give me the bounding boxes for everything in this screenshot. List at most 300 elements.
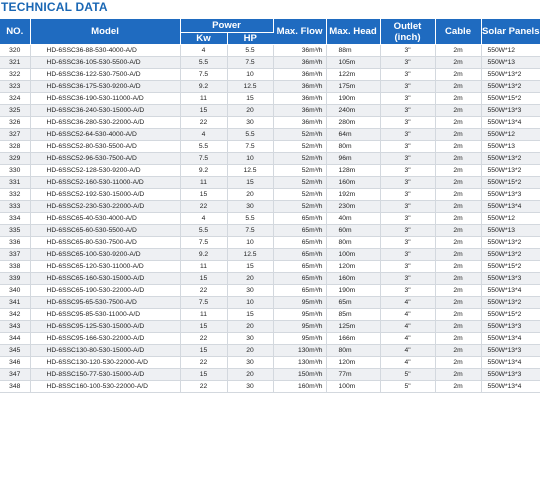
- cell-outlet: 4": [380, 345, 435, 357]
- cell-hp: 15: [227, 93, 273, 105]
- cell-solar-panels: 550W*13*2: [481, 297, 540, 309]
- cell-max-head: 175m: [326, 81, 380, 93]
- cell-no: 334: [0, 213, 30, 225]
- cell-no: 322: [0, 69, 30, 81]
- cell-no: 328: [0, 141, 30, 153]
- cell-solar-panels: 550W*12: [481, 213, 540, 225]
- cell-outlet: 4": [380, 357, 435, 369]
- cell-cable: 2m: [435, 93, 481, 105]
- cell-max-flow: 36m³/h: [273, 57, 326, 69]
- cell-hp: 10: [227, 297, 273, 309]
- cell-max-head: 230m: [326, 201, 380, 213]
- cell-kw: 11: [180, 261, 227, 273]
- cell-cable: 2m: [435, 273, 481, 285]
- cell-solar-panels: 550W*13*2: [481, 81, 540, 93]
- cell-solar-panels: 550W*15*2: [481, 309, 540, 321]
- cell-model: HD-6SSC65-190-530-22000-A/D: [30, 285, 180, 297]
- cell-cable: 2m: [435, 213, 481, 225]
- cell-max-flow: 36m³/h: [273, 81, 326, 93]
- cell-solar-panels: 550W*13*3: [481, 105, 540, 117]
- cell-no: 331: [0, 177, 30, 189]
- header-power: Power: [180, 19, 273, 33]
- cell-max-head: 160m: [326, 177, 380, 189]
- cell-hp: 30: [227, 285, 273, 297]
- cell-kw: 15: [180, 345, 227, 357]
- cell-cable: 2m: [435, 297, 481, 309]
- cell-no: 324: [0, 93, 30, 105]
- cell-hp: 12.5: [227, 249, 273, 261]
- cell-max-flow: 65m³/h: [273, 237, 326, 249]
- table-row: [0, 117, 540, 129]
- cell-solar-panels: 550W*13*2: [481, 69, 540, 81]
- cell-hp: 30: [227, 357, 273, 369]
- cell-hp: 30: [227, 201, 273, 213]
- cell-solar-panels: 550W*13*4: [481, 117, 540, 129]
- table-row: [0, 153, 540, 165]
- cell-outlet: 3": [380, 45, 435, 57]
- cell-cable: 2m: [435, 105, 481, 117]
- cell-hp: 30: [227, 381, 273, 393]
- cell-kw: 5.5: [180, 57, 227, 69]
- cell-max-head: 280m: [326, 117, 380, 129]
- cell-cable: 2m: [435, 81, 481, 93]
- cell-no: 330: [0, 165, 30, 177]
- cell-max-flow: 52m³/h: [273, 141, 326, 153]
- table-row: [0, 93, 540, 105]
- technical-data-table: [0, 19, 540, 393]
- cell-outlet: 3": [380, 189, 435, 201]
- cell-model: HD-6SSC36-190-530-11000-A/D: [30, 93, 180, 105]
- cell-model: HD-8SSC150-77-530-15000-A/D: [30, 369, 180, 381]
- cell-no: 346: [0, 357, 30, 369]
- cell-cable: 2m: [435, 237, 481, 249]
- cell-outlet: 3": [380, 165, 435, 177]
- cell-max-head: 192m: [326, 189, 380, 201]
- header-max-head: Max. Head: [326, 19, 380, 45]
- cell-max-flow: 65m³/h: [273, 261, 326, 273]
- header-no: NO.: [0, 19, 30, 45]
- cell-outlet: 3": [380, 201, 435, 213]
- cell-cable: 2m: [435, 345, 481, 357]
- cell-cable: 2m: [435, 201, 481, 213]
- cell-max-head: 240m: [326, 105, 380, 117]
- cell-solar-panels: 550W*13*2: [481, 249, 540, 261]
- cell-solar-panels: 550W*13*3: [481, 369, 540, 381]
- cell-no: 347: [0, 369, 30, 381]
- cell-max-head: 80m: [326, 345, 380, 357]
- cell-solar-panels: 550W*12: [481, 129, 540, 141]
- table-row: [0, 345, 540, 357]
- cell-model: HD-6SSC52-230-530-22000-A/D: [30, 201, 180, 213]
- cell-max-head: 100m: [326, 381, 380, 393]
- cell-max-flow: 36m³/h: [273, 93, 326, 105]
- table-row: [0, 309, 540, 321]
- cell-no: 326: [0, 117, 30, 129]
- cell-hp: 15: [227, 309, 273, 321]
- cell-no: 348: [0, 381, 30, 393]
- cell-kw: 22: [180, 285, 227, 297]
- cell-no: 320: [0, 45, 30, 57]
- cell-outlet: 3": [380, 69, 435, 81]
- cell-hp: 15: [227, 177, 273, 189]
- cell-max-head: 105m: [326, 57, 380, 69]
- cell-max-flow: 36m³/h: [273, 69, 326, 81]
- cell-kw: 15: [180, 105, 227, 117]
- table-row: [0, 165, 540, 177]
- table-row: [0, 285, 540, 297]
- cell-solar-panels: 550W*13: [481, 57, 540, 69]
- cell-solar-panels: 550W*13*2: [481, 237, 540, 249]
- cell-model: HD-6SSC65-40-530-4000-A/D: [30, 213, 180, 225]
- cell-no: 340: [0, 285, 30, 297]
- cell-outlet: 3": [380, 117, 435, 129]
- cell-solar-panels: 550W*13*2: [481, 153, 540, 165]
- cell-kw: 7.5: [180, 153, 227, 165]
- table-row: [0, 69, 540, 81]
- cell-max-flow: 52m³/h: [273, 165, 326, 177]
- cell-no: 329: [0, 153, 30, 165]
- header-power-hp: HP: [227, 33, 273, 45]
- cell-max-head: 128m: [326, 165, 380, 177]
- cell-model: HD-6SSC65-160-530-15000-A/D: [30, 273, 180, 285]
- cell-no: 344: [0, 333, 30, 345]
- cell-max-head: 120m: [326, 261, 380, 273]
- cell-solar-panels: 550W*13*3: [481, 189, 540, 201]
- cell-max-head: 77m: [326, 369, 380, 381]
- cell-max-flow: 95m³/h: [273, 297, 326, 309]
- cell-max-head: 80m: [326, 237, 380, 249]
- cell-cable: 2m: [435, 357, 481, 369]
- cell-max-flow: 52m³/h: [273, 177, 326, 189]
- cell-max-head: 85m: [326, 309, 380, 321]
- cell-outlet: 3": [380, 273, 435, 285]
- table-row: [0, 357, 540, 369]
- cell-outlet: 3": [380, 249, 435, 261]
- table-row: [0, 129, 540, 141]
- cell-outlet: 3": [380, 141, 435, 153]
- cell-model: HD-6SSC95-65-530-7500-A/D: [30, 297, 180, 309]
- cell-hp: 20: [227, 369, 273, 381]
- cell-kw: 9.2: [180, 165, 227, 177]
- cell-model: HD-6SSC95-125-530-15000-A/D: [30, 321, 180, 333]
- cell-kw: 7.5: [180, 237, 227, 249]
- cell-no: 342: [0, 309, 30, 321]
- cell-kw: 11: [180, 309, 227, 321]
- cell-solar-panels: 550W*12: [481, 45, 540, 57]
- cell-model: HD-6SSC36-175-530-9200-A/D: [30, 81, 180, 93]
- cell-max-flow: 65m³/h: [273, 273, 326, 285]
- cell-hp: 5.5: [227, 45, 273, 57]
- cell-model: HD-8SSC160-100-530-22000-A/D: [30, 381, 180, 393]
- cell-model: HD-6SSC36-105-530-5500-A/D: [30, 57, 180, 69]
- cell-max-head: 100m: [326, 249, 380, 261]
- cell-solar-panels: 550W*13*3: [481, 321, 540, 333]
- cell-no: 345: [0, 345, 30, 357]
- page-title: TECHNICAL DATA: [1, 0, 108, 14]
- cell-model: HD-6SSC52-128-530-9200-A/D: [30, 165, 180, 177]
- cell-model: HD-6SSC65-120-530-11000-A/D: [30, 261, 180, 273]
- cell-kw: 4: [180, 45, 227, 57]
- cell-solar-panels: 550W*13*2: [481, 165, 540, 177]
- cell-model: HD-6SSC130-120-530-22000-A/D: [30, 357, 180, 369]
- cell-max-head: 122m: [326, 69, 380, 81]
- cell-no: 325: [0, 105, 30, 117]
- cell-hp: 10: [227, 237, 273, 249]
- cell-outlet: 4": [380, 333, 435, 345]
- cell-model: HD-6SSC65-60-530-5500-A/D: [30, 225, 180, 237]
- cell-no: 321: [0, 57, 30, 69]
- cell-solar-panels: 550W*13*4: [481, 285, 540, 297]
- cell-cable: 2m: [435, 57, 481, 69]
- header-model: Model: [30, 19, 180, 45]
- cell-hp: 10: [227, 69, 273, 81]
- cell-max-flow: 160m³/h: [273, 381, 326, 393]
- cell-model: HD-6SSC52-80-530-5500-A/D: [30, 141, 180, 153]
- table-row: [0, 105, 540, 117]
- cell-max-flow: 52m³/h: [273, 153, 326, 165]
- cell-solar-panels: 550W*13*4: [481, 357, 540, 369]
- cell-solar-panels: 550W*15*2: [481, 177, 540, 189]
- cell-max-head: 60m: [326, 225, 380, 237]
- cell-kw: 11: [180, 177, 227, 189]
- cell-max-flow: 36m³/h: [273, 45, 326, 57]
- cell-no: 339: [0, 273, 30, 285]
- cell-solar-panels: 550W*13*3: [481, 273, 540, 285]
- cell-solar-panels: 550W*15*2: [481, 93, 540, 105]
- cell-no: 343: [0, 321, 30, 333]
- cell-hp: 5.5: [227, 129, 273, 141]
- cell-model: HD-6SSC36-240-530-15000-A/D: [30, 105, 180, 117]
- cell-max-head: 160m: [326, 273, 380, 285]
- cell-outlet: 4": [380, 309, 435, 321]
- cell-max-flow: 95m³/h: [273, 309, 326, 321]
- cell-model: HD-6SSC52-160-530-11000-A/D: [30, 177, 180, 189]
- table-row: [0, 81, 540, 93]
- cell-no: 338: [0, 261, 30, 273]
- cell-max-flow: 65m³/h: [273, 213, 326, 225]
- cell-cable: 2m: [435, 225, 481, 237]
- table-row: [0, 249, 540, 261]
- table-row: [0, 141, 540, 153]
- cell-hp: 7.5: [227, 225, 273, 237]
- cell-model: HD-6SSC130-80-530-15000-A/D: [30, 345, 180, 357]
- table-row: [0, 225, 540, 237]
- cell-max-head: 64m: [326, 129, 380, 141]
- cell-solar-panels: 550W*13*4: [481, 333, 540, 345]
- cell-outlet: 3": [380, 177, 435, 189]
- cell-max-head: 166m: [326, 333, 380, 345]
- cell-outlet: 4": [380, 297, 435, 309]
- table-body: [0, 45, 540, 393]
- cell-max-head: 88m: [326, 45, 380, 57]
- header-cable: Cable: [435, 19, 481, 45]
- cell-hp: 20: [227, 189, 273, 201]
- table-row: [0, 273, 540, 285]
- cell-no: 337: [0, 249, 30, 261]
- cell-kw: 22: [180, 201, 227, 213]
- cell-cable: 2m: [435, 165, 481, 177]
- cell-outlet: 3": [380, 153, 435, 165]
- cell-model: HD-6SSC52-96-530-7500-A/D: [30, 153, 180, 165]
- header-solar-panels: Solar Panels: [481, 19, 540, 45]
- cell-hp: 20: [227, 273, 273, 285]
- cell-solar-panels: 550W*13*4: [481, 381, 540, 393]
- table-row: [0, 297, 540, 309]
- cell-outlet: 5": [380, 381, 435, 393]
- cell-kw: 5.5: [180, 141, 227, 153]
- cell-solar-panels: 550W*13*4: [481, 201, 540, 213]
- cell-max-head: 190m: [326, 285, 380, 297]
- cell-max-flow: 150m³/h: [273, 369, 326, 381]
- cell-hp: 5.5: [227, 213, 273, 225]
- cell-hp: 20: [227, 321, 273, 333]
- cell-max-head: 96m: [326, 153, 380, 165]
- table-row: [0, 45, 540, 57]
- cell-solar-panels: 550W*13: [481, 141, 540, 153]
- cell-cable: 2m: [435, 141, 481, 153]
- cell-model: HD-6SSC95-166-530-22000-A/D: [30, 333, 180, 345]
- cell-kw: 22: [180, 333, 227, 345]
- cell-model: HD-6SSC52-192-530-15000-A/D: [30, 189, 180, 201]
- cell-cable: 2m: [435, 69, 481, 81]
- header-max-flow: Max. Flow: [273, 19, 326, 45]
- cell-no: 333: [0, 201, 30, 213]
- cell-cable: 2m: [435, 309, 481, 321]
- cell-cable: 2m: [435, 129, 481, 141]
- cell-max-flow: 65m³/h: [273, 285, 326, 297]
- cell-kw: 22: [180, 117, 227, 129]
- cell-kw: 9.2: [180, 81, 227, 93]
- cell-no: 336: [0, 237, 30, 249]
- cell-hp: 20: [227, 105, 273, 117]
- cell-cable: 2m: [435, 189, 481, 201]
- table-row: [0, 237, 540, 249]
- cell-solar-panels: 550W*13*3: [481, 345, 540, 357]
- cell-kw: 22: [180, 381, 227, 393]
- cell-outlet: 5": [380, 369, 435, 381]
- cell-max-flow: 95m³/h: [273, 333, 326, 345]
- table-row: [0, 177, 540, 189]
- header-power-kw: Kw: [180, 33, 227, 45]
- cell-max-head: 120m: [326, 357, 380, 369]
- cell-kw: 15: [180, 321, 227, 333]
- header-outlet: Outlet (inch): [380, 19, 435, 45]
- cell-cable: 2m: [435, 381, 481, 393]
- cell-kw: 15: [180, 273, 227, 285]
- table-row: [0, 321, 540, 333]
- cell-hp: 15: [227, 261, 273, 273]
- cell-model: HD-6SSC65-100-530-9200-A/D: [30, 249, 180, 261]
- table-row: [0, 57, 540, 69]
- cell-outlet: 3": [380, 105, 435, 117]
- cell-model: HD-6SSC52-64-530-4000-A/D: [30, 129, 180, 141]
- cell-outlet: 3": [380, 225, 435, 237]
- cell-model: HD-6SSC65-80-530-7500-A/D: [30, 237, 180, 249]
- cell-cable: 2m: [435, 177, 481, 189]
- cell-kw: 15: [180, 369, 227, 381]
- cell-model: HD-6SSC36-88-530-4000-A/D: [30, 45, 180, 57]
- cell-max-head: 190m: [326, 93, 380, 105]
- cell-cable: 2m: [435, 153, 481, 165]
- cell-hp: 30: [227, 333, 273, 345]
- cell-kw: 11: [180, 93, 227, 105]
- cell-cable: 2m: [435, 369, 481, 381]
- table-row: [0, 201, 540, 213]
- cell-model: HD-6SSC95-85-530-11000-A/D: [30, 309, 180, 321]
- cell-max-flow: 36m³/h: [273, 117, 326, 129]
- cell-kw: 9.2: [180, 249, 227, 261]
- cell-outlet: 3": [380, 213, 435, 225]
- cell-cable: 2m: [435, 117, 481, 129]
- cell-no: 332: [0, 189, 30, 201]
- table-row: [0, 333, 540, 345]
- table-row: [0, 381, 540, 393]
- cell-no: 341: [0, 297, 30, 309]
- cell-outlet: 3": [380, 81, 435, 93]
- cell-max-flow: 65m³/h: [273, 249, 326, 261]
- cell-kw: 7.5: [180, 69, 227, 81]
- cell-outlet: 3": [380, 93, 435, 105]
- cell-max-head: 40m: [326, 213, 380, 225]
- cell-hp: 7.5: [227, 141, 273, 153]
- cell-max-flow: 52m³/h: [273, 189, 326, 201]
- cell-max-flow: 130m³/h: [273, 345, 326, 357]
- cell-cable: 2m: [435, 249, 481, 261]
- cell-kw: 15: [180, 189, 227, 201]
- cell-no: 323: [0, 81, 30, 93]
- cell-outlet: 3": [380, 57, 435, 69]
- cell-hp: 12.5: [227, 81, 273, 93]
- cell-outlet: 4": [380, 321, 435, 333]
- cell-hp: 20: [227, 345, 273, 357]
- cell-max-flow: 130m³/h: [273, 357, 326, 369]
- cell-max-head: 65m: [326, 297, 380, 309]
- cell-kw: 7.5: [180, 297, 227, 309]
- cell-outlet: 3": [380, 285, 435, 297]
- cell-max-flow: 65m³/h: [273, 225, 326, 237]
- cell-hp: 30: [227, 117, 273, 129]
- cell-kw: 4: [180, 129, 227, 141]
- table-row: [0, 213, 540, 225]
- cell-solar-panels: 550W*13: [481, 225, 540, 237]
- table-row: [0, 189, 540, 201]
- cell-hp: 12.5: [227, 165, 273, 177]
- cell-cable: 2m: [435, 333, 481, 345]
- cell-outlet: 3": [380, 129, 435, 141]
- cell-kw: 4: [180, 213, 227, 225]
- cell-outlet: 3": [380, 261, 435, 273]
- cell-model: HD-6SSC36-280-530-22000-A/D: [30, 117, 180, 129]
- cell-kw: 22: [180, 357, 227, 369]
- cell-no: 327: [0, 129, 30, 141]
- cell-cable: 2m: [435, 321, 481, 333]
- table-row: [0, 369, 540, 381]
- cell-hp: 7.5: [227, 57, 273, 69]
- cell-no: 335: [0, 225, 30, 237]
- cell-cable: 2m: [435, 261, 481, 273]
- cell-cable: 2m: [435, 45, 481, 57]
- cell-max-flow: 52m³/h: [273, 129, 326, 141]
- cell-cable: 2m: [435, 285, 481, 297]
- cell-max-head: 80m: [326, 141, 380, 153]
- cell-solar-panels: 550W*15*2: [481, 261, 540, 273]
- cell-max-flow: 36m³/h: [273, 105, 326, 117]
- table-row: [0, 261, 540, 273]
- cell-max-flow: 52m³/h: [273, 201, 326, 213]
- cell-outlet: 3": [380, 237, 435, 249]
- cell-max-head: 125m: [326, 321, 380, 333]
- cell-hp: 10: [227, 153, 273, 165]
